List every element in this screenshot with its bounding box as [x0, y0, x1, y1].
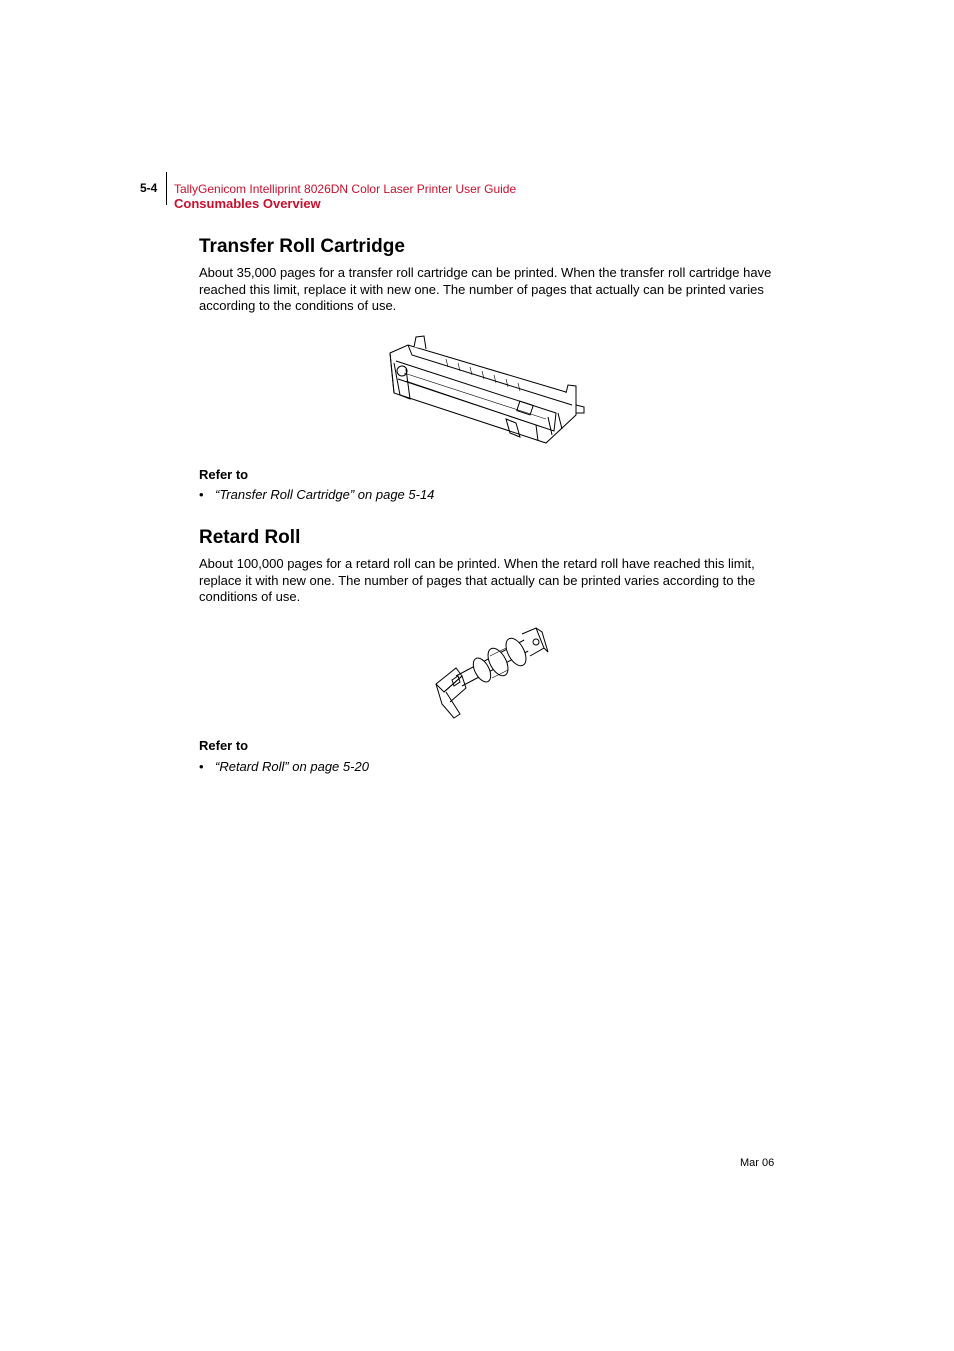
retard-roll-body: About 100,000 pages for a retard roll can be printed. When the retard roll have reached this limit, replace it with new one. The number of pages that actually can be printed varies according to the conditions of use.	[199, 556, 756, 604]
footer-date: Mar 06	[740, 1157, 775, 1169]
bullet-icon: •	[199, 487, 204, 502]
header-divider	[166, 172, 167, 205]
transfer-roll-refer-label: Refer to	[199, 467, 249, 482]
transfer-roll-body: About 35,000 pages for a transfer roll cartridge can be printed. When the transfer roll cartridge have reached this limit, replace it with new one. The number of pages that actually can be printed varies according to the conditions of use.	[199, 265, 772, 313]
reference-link[interactable]: “Transfer Roll Cartridge” on page 5-14	[215, 487, 435, 502]
section-title: Consumables Overview	[174, 196, 321, 211]
retard-roll-refer-label: Refer to	[199, 738, 249, 753]
retard-roll-illustration	[432, 626, 552, 724]
retard-roll-reference[interactable]	[199, 759, 369, 774]
transfer-roll-heading: Transfer Roll Cartridge	[199, 236, 405, 257]
bullet-icon: •	[199, 759, 204, 774]
transfer-roll-illustration	[386, 333, 591, 451]
transfer-roll-reference[interactable]	[199, 487, 434, 502]
page-number: 5-4	[140, 181, 158, 195]
retard-roll-heading: Retard Roll	[199, 527, 301, 548]
reference-link[interactable]: “Retard Roll” on page 5-20	[215, 759, 369, 774]
document-title: TallyGenicom Intelliprint 8026DN Color Laser Printer User Guide	[174, 182, 517, 196]
